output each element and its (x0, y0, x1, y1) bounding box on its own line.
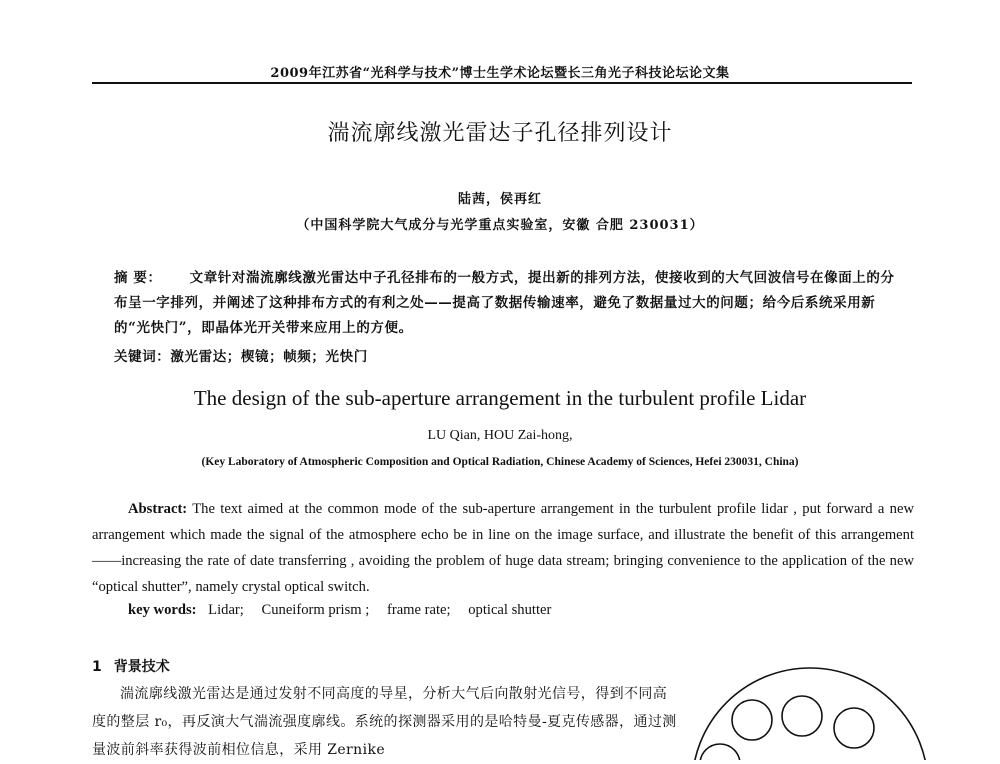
abstract-en (92, 496, 914, 600)
abstract-cn-label: 摘 要： (114, 270, 162, 286)
authors-cn: 陆茜，侯再红 (457, 192, 542, 207)
keywords-en (128, 602, 908, 619)
keyword-en: optical shutter (468, 602, 552, 618)
header-rule (92, 82, 912, 84)
sub-aperture-circle (700, 744, 740, 760)
sub-aperture-circle (732, 700, 772, 740)
affiliation-en: (Key Laboratory of Atmospheric Composition and Optical Radiation, Chinese Academy of Sciences, Hefei 230031, China) (201, 456, 799, 468)
abstract-cn (114, 266, 904, 341)
section-number: 1 (92, 659, 102, 675)
keyword-en: Lidar; (208, 602, 244, 618)
paper-title-en: The design of the sub-aperture arrangement in the turbulent profile Lidar (193, 386, 807, 410)
keyword-en: Cuneiform prism ; (261, 602, 370, 618)
keywords-en-label: key words: (128, 602, 197, 618)
running-header: 2009年江苏省“光科学与技术”博士生学术论坛暨长三角光子科技论坛论文集 (270, 66, 730, 81)
section-title: 背景技术 (113, 659, 170, 675)
sub-aperture-circle (782, 696, 822, 736)
section-heading (92, 656, 170, 676)
abstract-en-text: The text aimed at the common mode of the sub-aperture arrangement in the turbulent profile lidar , put forward a new arrangement which made the signal of the atmosphere echo be in line on the image surface, and illustrate the benefit of this arrangement——increasing the rate of date transferring , avoiding the problem of huge data stream; bringing convenience to the application of the new “optical shutter”, namely crystal optical switch. (92, 501, 914, 595)
paper-title-cn: 湍流廓线激光雷达子孔径排列设计 (327, 121, 673, 146)
section-body: 湍流廓线激光雷达是通过发射不同高度的导星，分析大气后向散射光信号，得到不同高度的整层 r₀，再反演大气湍流强度廓线。系统的探测器采用的是哈特曼-夏克传感器，通过测量波前斜率获得波前相位信息，采用 Zernike (92, 686, 677, 758)
keyword-en: frame rate; (386, 602, 451, 618)
affiliation-cn: （中国科学院大气成分与光学重点实验室，安徽 合肥 230031） (296, 218, 704, 233)
keywords-cn (114, 345, 904, 365)
sub-aperture-circle (834, 708, 874, 748)
abstract-en-label: Abstract: (128, 501, 188, 517)
sub-aperture-diagram (690, 664, 930, 760)
keywords-cn-label: 关键词： (114, 349, 171, 365)
authors-en: LU Qian, HOU Zai-hong, (427, 428, 573, 443)
abstract-cn-text: 文章针对湍流廓线激光雷达中子孔径排布的一般方式，提出新的排列方法，使接收到的大气回波信号在像面上的分布呈一字排列，并阐述了这种排布方式的有利之处——提高了数据传输速率，避免了数据量过大的问题；给今后系统采用新的“光快门”，即晶体光开关带来应用上的方便。 (114, 270, 895, 336)
keywords-cn-text: 激光雷达；楔镜；帧频；光快门 (170, 349, 368, 365)
